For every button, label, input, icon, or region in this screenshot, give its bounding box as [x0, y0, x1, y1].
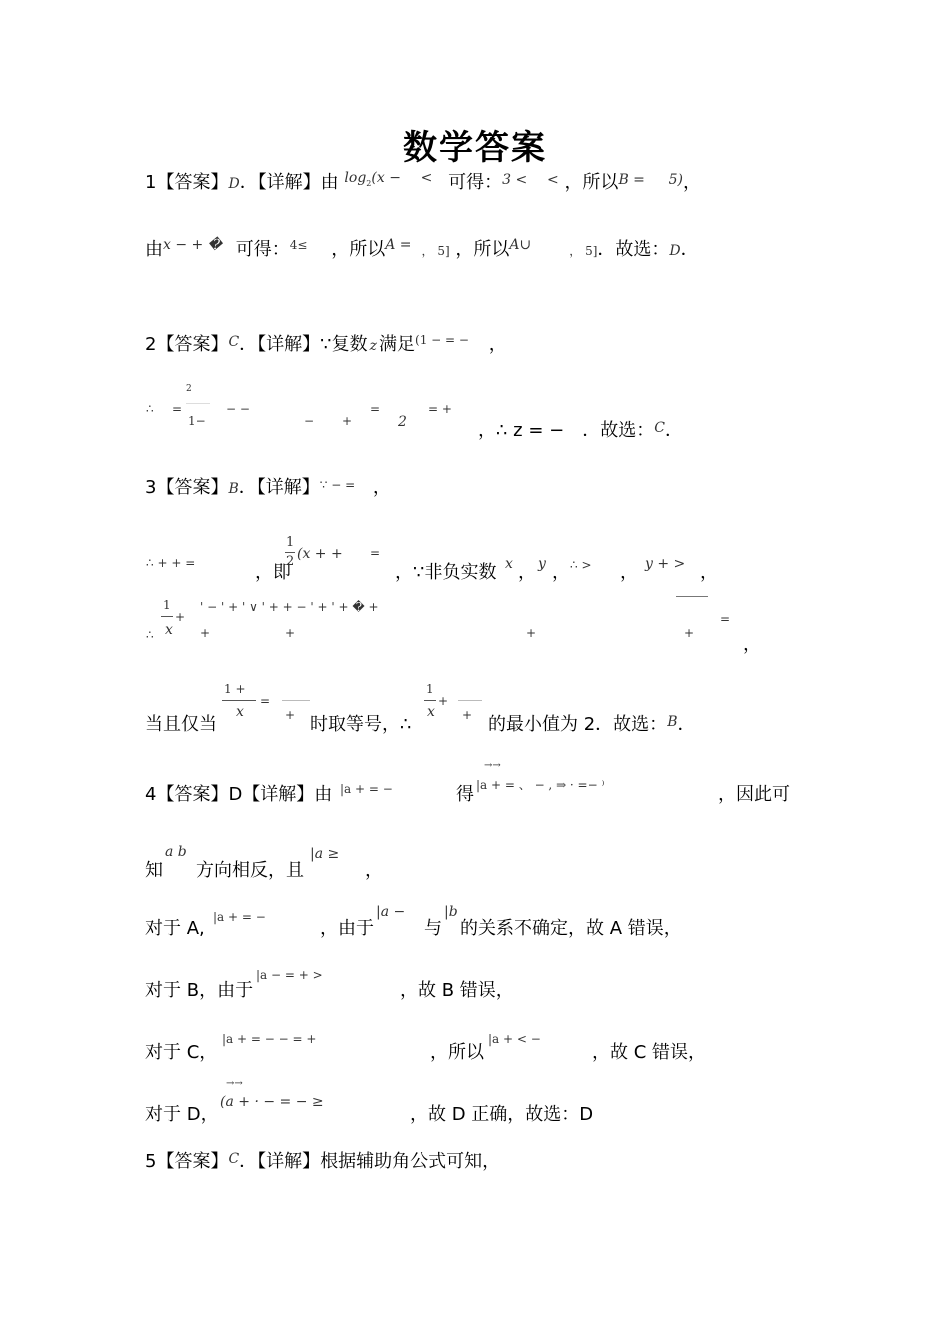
- page-title: 数学答案: [403, 128, 547, 168]
- q1-set-b: B =: [618, 172, 645, 188]
- q1-l2-end: ．故选：: [597, 239, 670, 260]
- q3-paren: (x + +: [297, 546, 343, 562]
- q4-c-text: ，故 C 错误，: [592, 1042, 707, 1063]
- q3-l4-num: 1 +: [224, 682, 246, 696]
- q3-when: 当且仅当: [145, 714, 217, 735]
- q1-period: ．: [680, 239, 699, 260]
- q3-l4-bar: [222, 700, 256, 701]
- q2-z: z: [369, 338, 378, 354]
- q1-line-1: [145, 171, 701, 198]
- q3-period: ．: [677, 714, 696, 735]
- q3-l3-eq: =: [720, 612, 731, 626]
- q4-a-with: 与: [424, 918, 442, 939]
- q3-l3-sqrt: [676, 596, 708, 597]
- q4-c-expr: |a + = − − = +: [222, 1032, 317, 1046]
- q1-l2-so2: ，所以: [455, 239, 510, 260]
- q3-half-den: 2: [286, 554, 295, 569]
- q1-l2-get: 可得：: [235, 239, 290, 260]
- q4-a-text1: ，由于: [320, 918, 374, 939]
- q3-l3-therefore: ∴: [146, 628, 154, 642]
- q5-head: 5【答案】: [145, 1151, 229, 1172]
- q4-ab: a b: [165, 844, 187, 860]
- q1-comma: ，: [683, 172, 702, 193]
- q3-comma: ，: [372, 477, 391, 498]
- q2-r2: −: [304, 414, 315, 428]
- q3-because: ∵ − =: [319, 478, 356, 492]
- q3-half-bar: [285, 552, 295, 553]
- q4-hence: ，因此可: [718, 784, 790, 805]
- q1-answer: D: [228, 176, 240, 192]
- q2-eq3: = +: [428, 402, 452, 416]
- q4-cond: |a ≥: [310, 846, 340, 862]
- q4-d-text: ，故 D 正确，故选：D: [410, 1104, 594, 1125]
- q1-union: A∪: [509, 237, 532, 253]
- q1-set-a: A =: [385, 237, 412, 253]
- q3-l2-comma: ，: [700, 562, 718, 583]
- q1-l2-expr: x − + �: [163, 237, 223, 253]
- q5-text: ．【详解】根据辅助角公式可知，: [239, 1151, 501, 1172]
- q3-x: x: [505, 556, 513, 572]
- q2-r1: − −: [226, 402, 250, 416]
- q2-detail: ．【详解】∵复数: [239, 334, 368, 355]
- q1-set-a-val: ， 5]: [421, 244, 450, 258]
- q4-a-expr: |a + = −: [213, 910, 266, 924]
- q4-a-b: |b: [444, 904, 458, 920]
- q2-frac-bar: [186, 403, 210, 404]
- q4-head: 4【答案】D【详解】由: [145, 784, 333, 805]
- q3-l3-comma: ，: [743, 634, 761, 655]
- q3-l3-x: x: [165, 622, 173, 638]
- q4-expr1: |a + = −: [340, 782, 393, 796]
- q2-r3: +: [342, 414, 353, 428]
- q2-l2-end: ．故选：: [582, 420, 655, 441]
- q1-log-arg: (x −: [371, 170, 401, 186]
- q1-head: 1【答案】: [145, 172, 229, 193]
- q1-lt: <: [420, 170, 433, 186]
- q1-log: log: [344, 170, 367, 186]
- q3-half-num: 1: [286, 535, 295, 550]
- q1-l2-so: ，所以: [331, 239, 386, 260]
- q2-line-1: [145, 333, 507, 358]
- q4-b-text: ，故 B 错误，: [400, 980, 514, 1001]
- q4-d-expr: (a + · − = − ≥: [220, 1094, 324, 1110]
- q4-zhi: 知: [145, 860, 163, 881]
- q1-detail: ．【详解】由: [239, 172, 339, 193]
- q3-min-den: x: [427, 704, 435, 720]
- q1-so: ，所以: [564, 172, 619, 193]
- q2-eq2: =: [370, 402, 381, 416]
- q2-so: ，∴ z = −: [478, 420, 565, 441]
- q4-a-expr2: |a −: [376, 904, 406, 920]
- q5-answer: C: [228, 1151, 240, 1167]
- q4-b-expr: |a − = + >: [256, 968, 323, 982]
- q3-l2-ji: ，即: [255, 562, 291, 583]
- q3-detail: ．【详解】: [238, 477, 320, 498]
- q2-den: 1−: [188, 414, 206, 428]
- q3-l4-plus: +: [285, 708, 296, 722]
- q2-comma: ，: [488, 334, 507, 355]
- q1-lt-2: <: [546, 172, 559, 188]
- q3-l3-plus: +: [175, 610, 186, 624]
- q4-c-label: 对于 C，: [145, 1042, 218, 1063]
- q1-l2-answer: D: [669, 243, 681, 259]
- q4-de: 得: [456, 784, 474, 805]
- q2-head: 2【答案】: [145, 334, 229, 355]
- q3-gt1: ∴ >: [570, 558, 592, 572]
- q4-c-so: ，所以: [430, 1042, 484, 1063]
- q3-min-value: 的最小值为 2．故选：: [488, 714, 668, 735]
- q4-a-text2: 的关系不确定，故 A 错误，: [460, 918, 682, 939]
- q2-period: ．: [664, 420, 683, 441]
- q4-d-vec: →→: [226, 1078, 243, 1089]
- q2-two: 2: [398, 414, 407, 430]
- q5-line-1: [145, 1150, 500, 1175]
- q1-set-b-val: 5): [668, 172, 684, 188]
- q1-l2-you: 由: [145, 239, 163, 260]
- q4-l2-comma: ，: [365, 860, 383, 881]
- q3-l2-eq: =: [370, 546, 381, 560]
- q3-l3-one: 1: [163, 598, 171, 612]
- q3-head: 3【答案】: [145, 477, 229, 498]
- q4-d-label: 对于 D，: [145, 1104, 219, 1125]
- q3-l3-body: ' − ' + ' ∨ ' + + − ' + ' + � +: [200, 600, 379, 614]
- q1-union-val: ， 5]: [569, 244, 598, 258]
- q2-cond-expr: (1 − = −: [415, 333, 469, 347]
- q3-line-1: [145, 476, 391, 501]
- q3-l4-eq: =: [260, 694, 271, 708]
- q3-take: 时取等号，∴: [310, 714, 412, 735]
- q1-line-2: [145, 238, 699, 263]
- q4-opp: 方向相反，且: [196, 860, 304, 881]
- q1-ineq: 3 <: [502, 172, 528, 188]
- q2-therefore: ∴: [146, 402, 154, 416]
- q4-c-expr2: |a + < −: [488, 1032, 541, 1046]
- q3-answer: B: [228, 481, 239, 497]
- q4-vec: →→: [484, 760, 501, 771]
- q4-a-label: 对于 A,: [145, 918, 205, 939]
- q3-y: y: [538, 556, 546, 572]
- q2-l2-answer: C: [654, 420, 665, 436]
- q1-log-base: 2: [366, 179, 372, 188]
- q1-get: 可得：: [448, 172, 503, 193]
- q3-l4-answer: B: [667, 714, 678, 730]
- q3-l2-expr: ∴ + + =: [146, 556, 196, 570]
- q3-min-plus: +: [438, 694, 449, 708]
- q3-min-num: 1: [426, 682, 434, 696]
- q2-cond: 满足: [379, 334, 416, 355]
- q3-l3-bar: [161, 616, 173, 617]
- q3-nonneg: ，∵非负实数: [395, 562, 497, 583]
- q3-gt2: y + >: [645, 556, 686, 572]
- q4-b-label: 对于 B，由于: [145, 980, 254, 1001]
- q4-expr2: |a + = 、 − , ⇒ · =− ⁾: [476, 778, 605, 792]
- q2-eq1: =: [172, 402, 183, 416]
- q3-min-bar: [424, 700, 436, 701]
- q2-answer: C: [228, 334, 240, 350]
- q1-l2-val: 4≤: [289, 238, 308, 252]
- q3-l4-den: x: [236, 704, 244, 720]
- q2-num: 2: [186, 384, 192, 394]
